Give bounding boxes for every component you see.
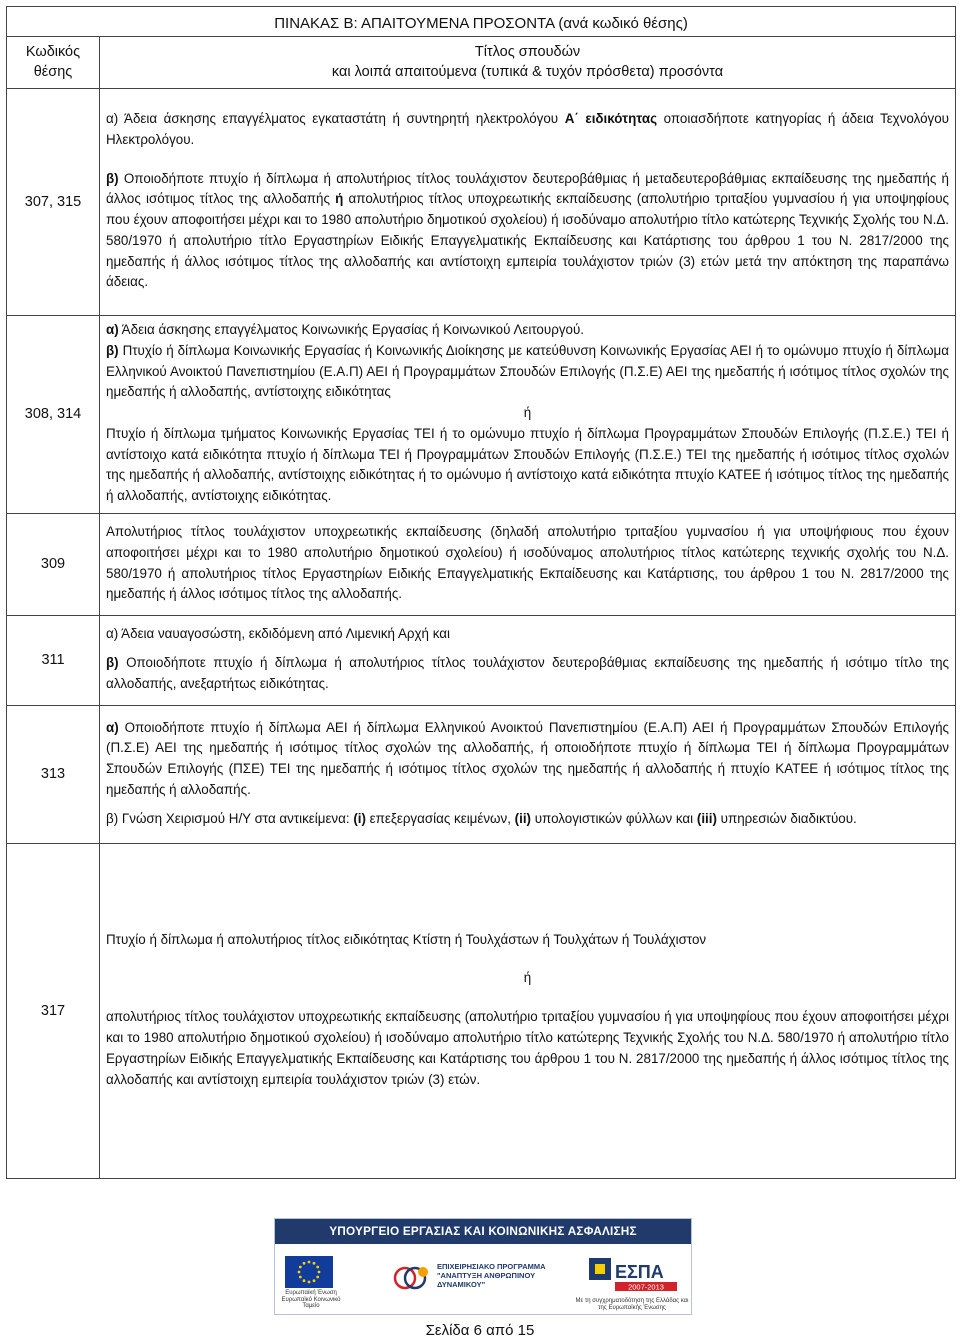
espa-label: ΕΣΠΑ (615, 1262, 664, 1282)
or-separator: ή (523, 970, 532, 986)
program-text: ΕΠΙΧΕΙΡΗΣΙΑΚΟ ΠΡΟΓΡΑΜΜΑ "ΑΝΑΠΤΥΞΗ ΑΝΘΡΩΠΙΝΟΥ ΔΥΝΑΜΙΚΟΥ" (437, 1262, 546, 1289)
espa-caption: Με τη συγχρηματοδότηση της Ελλάδας και της Ευρωπαϊκής Ένωσης (575, 1298, 689, 1311)
eu-caption: Ευρωπαϊκή Ένωση Ευρωπαϊκό Κοινωνικό Ταμείο (281, 1290, 341, 1310)
requirement-b: β) Οποιοδήποτε πτυχίο ή δίπλωμα ή απολυτήριος τίτλος τουλάχιστον δευτεροβάθμιας εκπαίδευσης της ημεδαπής ή ισότιμο τίτλο της αλλοδαπής, ανεξαρτήτως ειδικότητας. (106, 655, 950, 691)
requirement-b: β) Πτυχίο ή δίπλωμα Κοινωνικής Εργασίας ή Κοινωνικής Διοίκησης με κατεύθυνση Κοινωνικής Εργασίας ΑΕΙ ή το ομώνυμο πτυχίο ή δίπλωμα Ελληνικού Ανοικτού Πανεπιστημίου (Ε.Α.Π) ΑΕΙ ή Προγραμμάτων Σπουδών Επιλογής (Π.Σ.Ε) ΑΕΙ της ημεδαπής ή ισότιμος τίτλος σχολών της ημεδαπής ή αλλοδαπής, αντίστοιχης ειδικότητας (106, 342, 950, 400)
page-number: Σελίδα 6 από 15 (425, 1322, 535, 1337)
banner-logos (275, 1244, 691, 1314)
qualifications-text (100, 706, 956, 844)
requirements-table (6, 6, 956, 1179)
requirement-a: α) Άδεια άσκησης επαγγέλματος Κοινωνικής Εργασίας ή Κοινωνικού Λειτουργού. (106, 322, 584, 338)
position-code: 309 (7, 514, 100, 616)
table-row (7, 514, 956, 616)
qualifications-text (100, 616, 956, 706)
position-code: 317 (7, 844, 100, 1179)
table-header-row (7, 37, 956, 89)
requirement-b: β) Γνώση Χειρισμού Η/Υ στα αντικείμενα: (i) επεξεργασίας κειμένων, (ii) υπολογιστικών φύλλων και (iii) υπηρεσιών διαδικτύου. (106, 810, 857, 826)
ministry-banner (274, 1218, 692, 1315)
position-code: 311 (7, 616, 100, 706)
table-row (7, 706, 956, 844)
table-row (7, 89, 956, 316)
requirement-a: α) Άδεια ναυαγοσώστη, εκδιδόμενη από Λιμενική Αρχή και (106, 626, 450, 642)
requirement-text: Πτυχίο ή δίπλωμα ή απολυτήριος τίτλος ειδικότητας Κτίστη ή Τουλχάστων ή Τουλχάτων ή Τουλάχιστον (106, 931, 707, 947)
requirement-b: β) Οποιοδήποτε πτυχίο ή δίπλωμα ή απολυτήριος τίτλος τουλάχιστον δευτεροβάθμιας ή μεταδευτεροβάθμιας εκπαίδευσης της ημεδαπής ή άλλος ισότιμος τίτλος της αλλοδαπής ή απολυτήριος τίτλος υποχρεωτικής εκπαίδευσης (απολυτήριο τριταξίου γυμνασίου ή για υποψηφίους που έχουν αποφοιτήσει μέχρι και το 1980 απολυτήριο δημοτικού σχολείου) ή ισοδύναμο απολυτήριο τίτλο κατώτερης Τεχνικής Σχολής του Ν.Δ. 580/1970 ή απολυτήριο τίτλο Εργαστηρίων Ειδικής Επαγγελματικής Εκπαίδευσης και Κατάρτισης του άρθρου 1 του Ν. 2817/2000 της ημεδαπής ή άλλος ισότιμος τίτλος της αλλοδαπής και αντίστοιχη εμπειρία τουλάχιστον τριών (3) ετών μετά την απόκτηση της παραπάνω άδειας. (106, 170, 950, 290)
position-code: 308, 314 (7, 316, 100, 514)
espa-logo-icon (589, 1252, 685, 1298)
position-code: 307, 315 (7, 89, 100, 316)
qualifications-text (100, 514, 956, 616)
eu-flag-icon (285, 1256, 333, 1288)
requirement-alt: απολυτήριος τίτλος τουλάχιστον υποχρεωτικής εκπαίδευσης (απολυτήριο τριταξίου γυμνασίου ή για υποψηφίους που έχουν αποφοιτήσει μέχρι και το 1980 απολυτήριο δημοτικού σχολείου) ή ισοδύναμο απολυτήριο τίτλο κατώτερης Τεχνικής Σχολής του Ν.Δ. 580/1970 ή απολυτήριο τίτλο Εργαστηρίων Ειδικής Επαγγελματικής Εκπαίδευσης και Κατάρτισης του άρθρου 1 του Ν. 2817/2000 της ημεδαπής ή άλλος ισότιμος τίτλος της αλλοδαπής και αντίστοιχη εμπειρία τουλάχιστον τριών (3) ετών. (106, 1009, 950, 1087)
requirement-a: α) Άδεια άσκησης επαγγέλματος εγκαταστάτη ή συντηρητή ηλεκτρολόγου Α΄ ειδικότητας οποιασδήποτε κατηγορίας ή άδεια Τεχνολόγου Ηλεκτρολόγου. (106, 111, 950, 147)
table-row (7, 844, 956, 1179)
table-row (7, 316, 956, 514)
header-qualifications: Τίτλος σπουδών και λοιπά απαιτούμενα (τυπικά & τυχόν πρόσθετα) προσόντα (100, 37, 956, 89)
qualifications-text (100, 844, 956, 1179)
header-code: Κωδικός θέσης (7, 37, 100, 89)
table-title: ΠΙΝΑΚΑΣ Β: ΑΠΑΙΤΟΥΜΕΝΑ ΠΡΟΣΟΝΤΑ (ανά κωδικό θέσης) (7, 7, 956, 37)
requirement-text: Απολυτήριος τίτλος τουλάχιστον υποχρεωτικής εκπαίδευσης (δηλαδή απολυτήριο τριταξίου γυμνασίου ή για υποψήφιους που έχουν αποφοιτήσει μέχρι και το 1980 απολυτήριο δημοτικού σχολείου) ή ισοδύναμος απολυτήριος τίτλος κατώτερης τεχνικής σχολής του Ν.Δ. 580/1970 ή απολυτήριος τίτλος Εργαστηρίων Ειδικής Επαγγελματικής Εκπαίδευσης και Κατάρτισης, του άρθρου 1 του Ν. 2817/2000 της ημεδαπής ή άλλος ισότιμος τίτλος της αλλοδαπής. (106, 523, 950, 602)
requirement-a: α) Οποιοδήποτε πτυχίο ή δίπλωμα ΑΕΙ ή δίπλωμα Ελληνικού Ανοικτού Πανεπιστημίου (Ε.Α.Π) ΑΕΙ ή Προγραμμάτων Σπουδών Επιλογής (Π.Σ.Ε) ΑΕΙ της ημεδαπής ή ισότιμος τίτλος σχολών της αλλοδαπής, ή οποιοδήποτε πτυχίο ή δίπλωμα ΤΕΙ ή δίπλωμα Προγραμμάτων Σπουδών Επιλογής (ΠΣΕ) ΤΕΙ της ημεδαπής ή ισότιμος τίτλος σχολών της ημεδαπής ή αλλοδαπής ή πτυχίο ΚΑΤΕΕ ή ισότιμος τίτλος της ημεδαπής ή αλλοδαπής. (106, 719, 950, 797)
table-row (7, 616, 956, 706)
requirement-alt: Πτυχίο ή δίπλωμα τμήματος Κοινωνικής Εργασίας ΤΕΙ ή το ομώνυμο πτυχίο ή δίπλωμα Προγραμμάτων Σπουδών Επιλογής (Π.Σ.Ε.) ΤΕΙ ή αντίστοιχο κατά ειδικότητα πτυχίο ή δίπλωμα ΤΕΙ ή Προγραμμάτων Σπουδών Επιλογής (Π.Σ.Ε.) ΤΕΙ της ημεδαπής ή ισότιμος τίτλος σχολών της ημεδαπής ή αλλοδαπής, αντίστοιχης ειδικότητας ή το ομώνυμο ή αντίστοιχο κατά ειδικότητα πτυχίο ΚΑΤΕΕ ή ισότιμος τίτλος της ημεδαπής ή αλλοδαπής, αντίστοιχης ειδικότητας. (106, 425, 950, 504)
position-code: 313 (7, 706, 100, 844)
table-title-row (7, 7, 956, 37)
qualifications-text (100, 89, 956, 316)
program-logo-icon (393, 1260, 433, 1296)
banner-title: ΥΠΟΥΡΓΕΙΟ ΕΡΓΑΣΙΑΣ ΚΑΙ ΚΟΙΝΩΝΙΚΗΣ ΑΣΦΑΛΙΣΗΣ (275, 1219, 691, 1244)
qualifications-text (100, 316, 956, 514)
espa-years: 2007-2013 (628, 1282, 664, 1292)
or-separator: ή (523, 405, 532, 421)
